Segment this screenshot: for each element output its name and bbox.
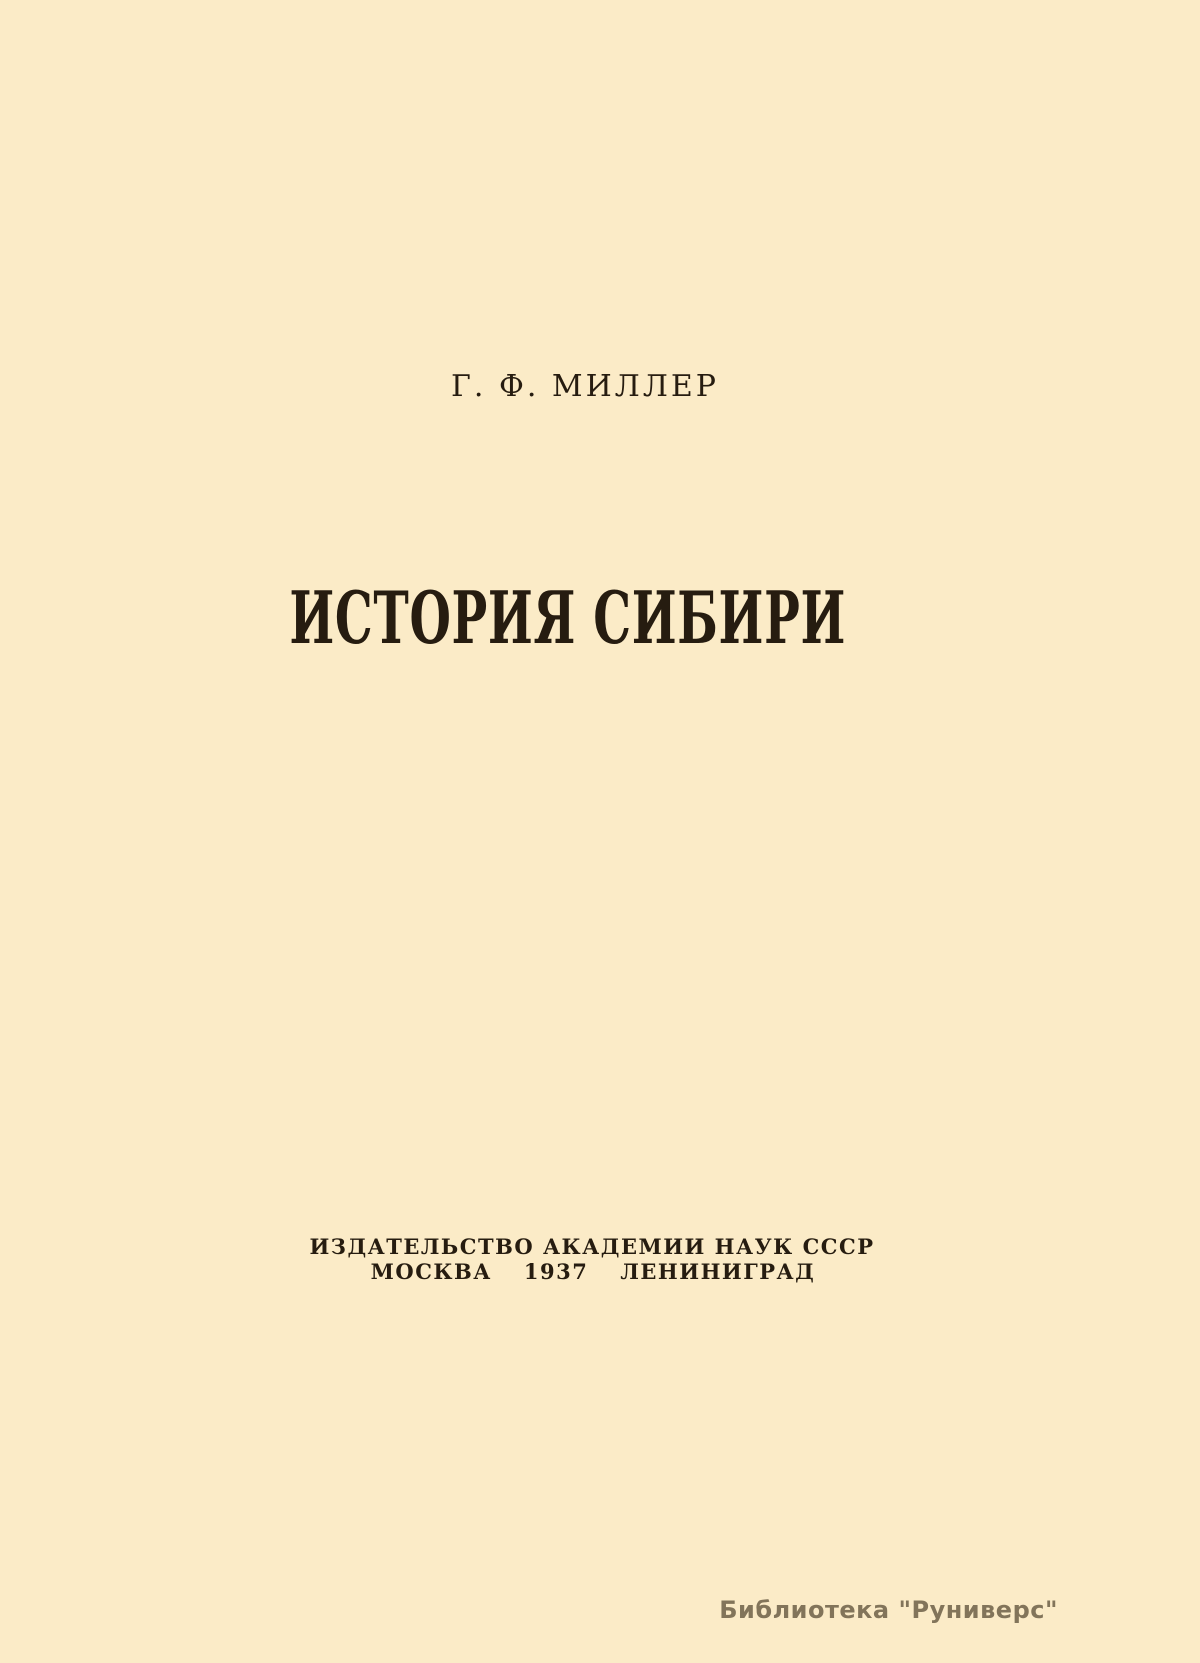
imprint-year: 1937 [523, 1259, 589, 1284]
book-title [0, 575, 1136, 660]
imprint-city-moscow: МОСКВА [370, 1259, 492, 1284]
publisher-name: ИЗДАТЕЛЬСТВО АКАДЕМИИ НАУК СССР [309, 1234, 875, 1259]
author-name: Г. Ф. МИЛЛЕР [451, 369, 719, 404]
book-title-text: ИСТОРИЯ СИБИРИ [289, 575, 847, 660]
library-watermark: Библиотека "Руниверс" [719, 1596, 1058, 1624]
imprint-city-leningrad: ЛЕНИНИГРАД [620, 1259, 816, 1284]
imprint-line [0, 1259, 1186, 1284]
